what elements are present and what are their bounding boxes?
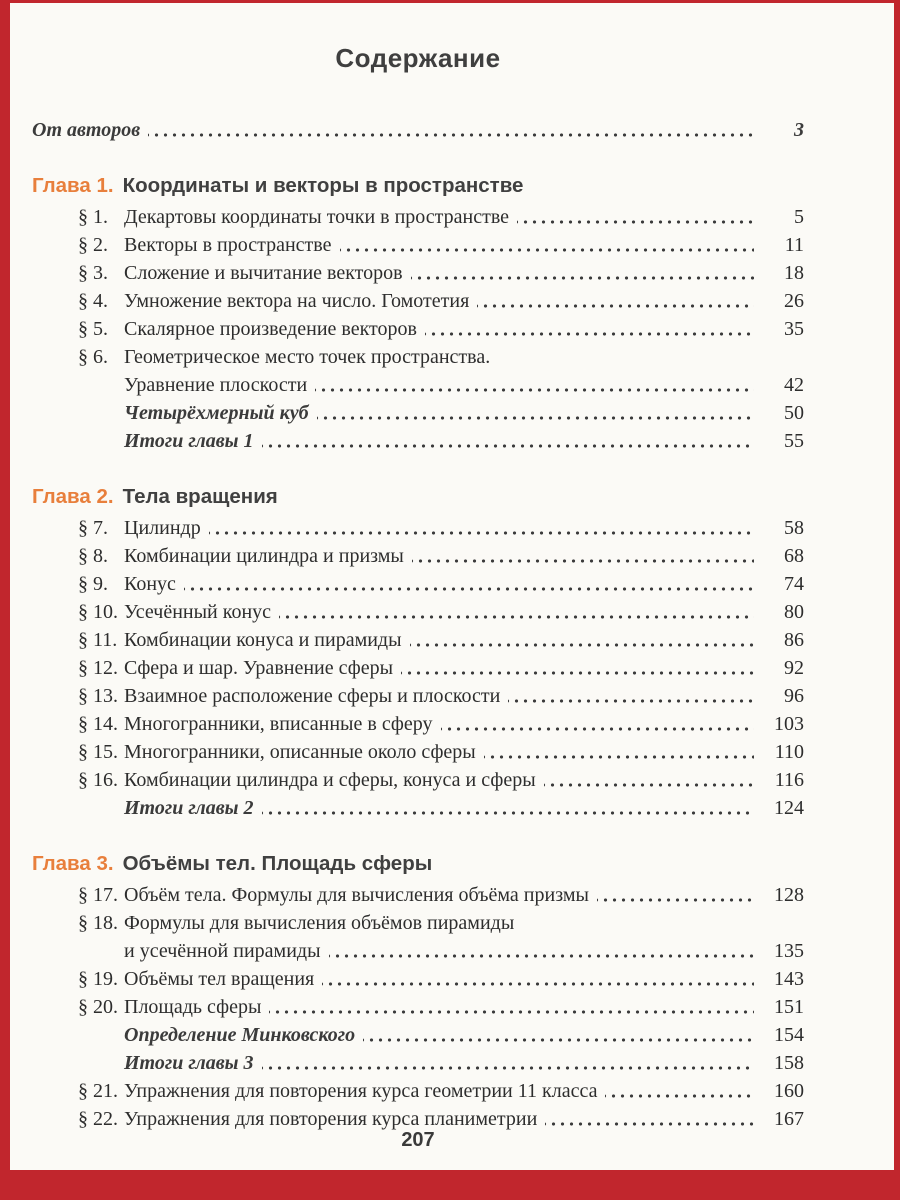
entry-page: 124 bbox=[774, 797, 804, 819]
entry-page: 116 bbox=[774, 769, 804, 791]
entry-page: 160 bbox=[774, 1080, 804, 1102]
entry-number bbox=[78, 1021, 124, 1049]
entry-page: 11 bbox=[784, 234, 804, 256]
leader-dots bbox=[477, 287, 754, 315]
entry-number: § 9. bbox=[78, 573, 108, 595]
toc-entry bbox=[32, 710, 804, 738]
chapter-heading bbox=[32, 483, 804, 511]
entry-number bbox=[78, 794, 124, 822]
entry-title: Объём тела. Формулы для вычисления объёма призмы bbox=[124, 884, 589, 906]
leader-dots bbox=[209, 514, 754, 542]
leader-dots bbox=[322, 965, 754, 993]
entry-title: Взаимное расположение сферы и плоскости bbox=[124, 685, 501, 707]
entry-number: § 10. bbox=[78, 601, 118, 623]
entry-page: 151 bbox=[774, 996, 804, 1018]
entry-number: § 16. bbox=[78, 769, 118, 791]
entry-title: Декартовы координаты точки в пространстве bbox=[124, 206, 510, 228]
page-title: Содержание bbox=[335, 43, 501, 73]
leader-dots bbox=[315, 371, 754, 399]
entry-title: От авторов bbox=[32, 119, 141, 141]
toc-entry bbox=[32, 542, 804, 570]
entry-number: § 21. bbox=[78, 1080, 118, 1102]
entry-title: Определение Минковского bbox=[124, 1024, 356, 1046]
entry-number: § 13. bbox=[78, 685, 118, 707]
toc-entry bbox=[32, 315, 804, 343]
entry-number bbox=[78, 371, 124, 399]
leader-dots bbox=[363, 1021, 754, 1049]
toc-entry bbox=[32, 371, 804, 399]
entry-title: Комбинации конуса и пирамиды bbox=[124, 629, 402, 651]
entry-number bbox=[78, 937, 124, 965]
leader-dots bbox=[411, 259, 754, 287]
entry-title: Умножение вектора на число. Гомотетия bbox=[124, 290, 470, 312]
entry-number: § 14. bbox=[78, 713, 118, 735]
book-page bbox=[10, 3, 894, 1170]
chapter-label: Глава 3. bbox=[32, 852, 114, 875]
toc-entry bbox=[32, 937, 804, 965]
entry-number: § 2. bbox=[78, 234, 108, 256]
toc-entry bbox=[32, 993, 804, 1021]
entry-number: § 19. bbox=[78, 968, 118, 990]
toc-entry bbox=[32, 203, 804, 231]
entry-page: 103 bbox=[774, 713, 804, 735]
leader-dots bbox=[340, 231, 755, 259]
entry-page: 58 bbox=[784, 517, 804, 539]
leader-dots bbox=[412, 542, 754, 570]
entry-number: § 12. bbox=[78, 657, 118, 679]
entry-title: и усечённой пирамиды bbox=[124, 940, 321, 962]
entry-page: 42 bbox=[784, 374, 804, 396]
toc-entry bbox=[32, 654, 804, 682]
entry-page: 26 bbox=[784, 290, 804, 312]
leader-dots bbox=[425, 315, 754, 343]
toc-entry bbox=[32, 598, 804, 626]
toc-entry bbox=[32, 514, 804, 542]
leader-dots bbox=[605, 1077, 754, 1105]
entry-page: 68 bbox=[784, 545, 804, 567]
entry-title: Упражнения для повторения курса геометрии 11 класса bbox=[124, 1080, 598, 1102]
entry-number: § 7. bbox=[78, 517, 108, 539]
entry-title: Конус bbox=[124, 573, 176, 595]
leader-dots bbox=[401, 654, 754, 682]
leader-dots bbox=[544, 766, 754, 794]
entry-page: 96 bbox=[784, 685, 804, 707]
leader-dots bbox=[148, 116, 754, 144]
chapter-label: Глава 1. bbox=[32, 174, 114, 197]
entry-number: § 20. bbox=[78, 996, 118, 1018]
toc-entry bbox=[32, 259, 804, 287]
toc-entry bbox=[32, 766, 804, 794]
entry-page: 74 bbox=[784, 573, 804, 595]
entry-number: § 17. bbox=[78, 884, 118, 906]
entry-number bbox=[78, 427, 124, 455]
entry-title: Объёмы тел вращения bbox=[124, 968, 315, 990]
entry-number: § 8. bbox=[78, 545, 108, 567]
leader-dots bbox=[262, 1049, 754, 1077]
leader-dots bbox=[484, 738, 754, 766]
entry-page: 18 bbox=[784, 262, 804, 284]
toc-entry bbox=[32, 399, 804, 427]
entry-page: 158 bbox=[774, 1052, 804, 1074]
toc-entry bbox=[32, 1077, 804, 1105]
entry-number: § 18. bbox=[78, 912, 118, 934]
entry-title: Комбинации цилиндра и призмы bbox=[124, 545, 404, 567]
entry-page: 92 bbox=[784, 657, 804, 679]
folio-page-number: 207 bbox=[401, 1129, 435, 1151]
entry-page: 3 bbox=[794, 119, 804, 141]
leader-dots bbox=[317, 399, 754, 427]
leader-dots bbox=[269, 993, 754, 1021]
entry-page: 135 bbox=[774, 940, 804, 962]
entry-page: 86 bbox=[784, 629, 804, 651]
leader-dots bbox=[441, 710, 754, 738]
entry-number: § 22. bbox=[78, 1108, 118, 1130]
entry-title: Сфера и шар. Уравнение сферы bbox=[124, 657, 394, 679]
toc-entry bbox=[32, 1049, 804, 1077]
toc-list bbox=[32, 116, 804, 1133]
entry-page: 154 bbox=[774, 1024, 804, 1046]
chapter-title: Объёмы тел. Площадь сферы bbox=[122, 852, 433, 875]
entry-title: Формулы для вычисления объёмов пирамиды bbox=[124, 912, 515, 934]
entry-title: Комбинации цилиндра и сферы, конуса и сферы bbox=[124, 769, 536, 791]
leader-dots bbox=[184, 570, 754, 598]
toc-entry bbox=[32, 794, 804, 822]
entry-number: § 1. bbox=[78, 206, 108, 228]
toc-entry bbox=[32, 965, 804, 993]
entry-page: 110 bbox=[774, 741, 804, 763]
entry-page: 55 bbox=[784, 430, 804, 452]
toc-entry-preface bbox=[32, 116, 804, 144]
toc-entry bbox=[32, 909, 804, 937]
chapter-heading bbox=[32, 850, 804, 878]
entry-title: Цилиндр bbox=[124, 517, 201, 539]
toc-entry bbox=[32, 626, 804, 654]
entry-page: 167 bbox=[774, 1108, 804, 1130]
toc-entry bbox=[32, 427, 804, 455]
entry-title: Векторы в пространстве bbox=[124, 234, 332, 256]
toc-entry bbox=[32, 287, 804, 315]
leader-dots bbox=[262, 427, 754, 455]
chapter-label: Глава 2. bbox=[32, 485, 114, 508]
toc-entry bbox=[32, 343, 804, 371]
leader-dots bbox=[329, 937, 754, 965]
entry-number: § 4. bbox=[78, 290, 108, 312]
toc-entry bbox=[32, 1021, 804, 1049]
leader-dots bbox=[279, 598, 754, 626]
entry-page: 5 bbox=[794, 206, 804, 228]
entry-title: Сложение и вычитание векторов bbox=[124, 262, 403, 284]
chapter-heading bbox=[32, 172, 804, 200]
leader-dots bbox=[517, 203, 754, 231]
entry-title: Геометрическое место точек пространства. bbox=[124, 346, 491, 368]
toc-entry bbox=[32, 682, 804, 710]
entry-title: Итоги главы 1 bbox=[124, 430, 254, 452]
entry-number: § 15. bbox=[78, 741, 118, 763]
entry-title: Четырёхмерный куб bbox=[124, 402, 309, 424]
leader-dots bbox=[410, 626, 754, 654]
entry-page: 35 bbox=[784, 318, 804, 340]
toc-entry bbox=[32, 881, 804, 909]
toc-entry bbox=[32, 738, 804, 766]
entry-page: 50 bbox=[784, 402, 804, 424]
chapter-title: Тела вращения bbox=[122, 485, 278, 508]
entry-title: Уравнение плоскости bbox=[124, 374, 308, 396]
entry-title: Упражнения для повторения курса планиметрии bbox=[124, 1108, 538, 1130]
entry-page: 128 bbox=[774, 884, 804, 906]
leader-dots bbox=[508, 682, 754, 710]
entry-number: § 3. bbox=[78, 262, 108, 284]
entry-number: § 5. bbox=[78, 318, 108, 340]
entry-number bbox=[78, 1049, 124, 1077]
entry-title: Усечённый конус bbox=[124, 601, 272, 623]
entry-page: 143 bbox=[774, 968, 804, 990]
leader-dots bbox=[597, 881, 754, 909]
entry-title: Многогранники, описанные около сферы bbox=[124, 741, 476, 763]
entry-title: Площадь сферы bbox=[124, 996, 262, 1018]
entry-number: § 6. bbox=[78, 346, 108, 368]
entry-title: Скалярное произведение векторов bbox=[124, 318, 417, 340]
toc-entry bbox=[32, 231, 804, 259]
entry-number: § 11. bbox=[78, 629, 118, 651]
entry-page: 80 bbox=[784, 601, 804, 623]
toc-entry bbox=[32, 570, 804, 598]
entry-number bbox=[78, 399, 124, 427]
chapter-title: Координаты и векторы в пространстве bbox=[122, 174, 524, 197]
entry-title: Итоги главы 3 bbox=[124, 1052, 254, 1074]
leader-dots bbox=[262, 794, 754, 822]
entry-title: Итоги главы 2 bbox=[124, 797, 254, 819]
entry-title: Многогранники, вписанные в сферу bbox=[124, 713, 433, 735]
